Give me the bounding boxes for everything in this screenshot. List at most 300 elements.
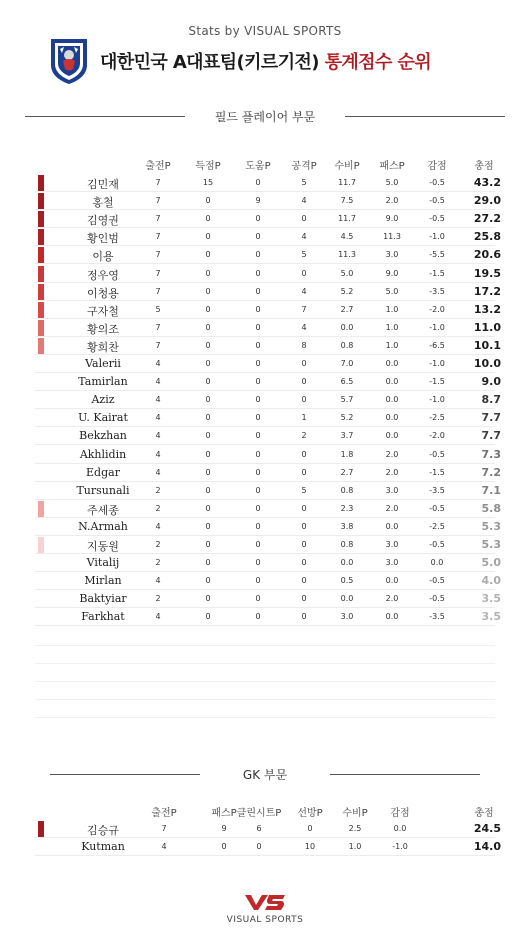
empty-row-divider [35,645,495,646]
total-score: 10.0 [473,357,501,370]
divider-line [345,116,505,117]
stat-cell: 0 [255,594,261,604]
stat-cell: 0.0 [430,558,444,568]
total-score: 20.6 [473,248,501,262]
stat-cell: 2.7 [340,467,354,477]
stat-cell: 0 [205,503,211,513]
total-score: 11.0 [473,320,501,334]
stat-cell: 0 [255,178,261,187]
stat-cell: -2.0 [429,431,445,441]
stat-cell: 4.5 [340,232,354,242]
stat-cell: 9.0 [385,214,399,224]
column-header: 출전P [145,161,171,172]
stat-cell: -1.5 [429,268,445,278]
table-row [0,572,530,590]
player-name: 이용 [92,250,114,264]
score-bar [38,193,44,209]
stat-cell: 0 [255,268,261,278]
stat-cell: 7 [301,304,307,314]
player-name: Vitalij [86,556,120,570]
player-name: 김영권 [87,214,119,228]
stat-cell: 7 [155,268,161,278]
stat-cell: 0 [301,503,307,513]
row-divider [35,855,495,856]
column-header: 공격P [291,161,317,172]
total-score: 14.0 [473,840,501,853]
stat-cell: 11.3 [383,232,401,242]
stat-cell: 1.0 [385,340,399,350]
column-header: 출전P [151,808,177,819]
stat-cell: 0 [256,842,262,851]
stat-cell: 0.0 [340,322,354,332]
stat-cell: 0 [255,485,261,495]
stat-cell: 0.0 [385,576,399,586]
stat-cell: 8 [301,340,307,350]
stat-cell: 4 [155,467,161,477]
total-score: 17.2 [473,284,501,298]
stat-cell: 4 [301,286,307,296]
stat-cell: -0.5 [429,196,445,206]
stat-cell: 0 [205,268,211,278]
score-bar [38,229,44,245]
stat-cell: 0 [205,322,211,332]
stat-cell: 0 [255,359,261,368]
stat-cell: 0 [301,214,307,224]
column-header: 수비P [334,161,360,172]
score-bar [38,211,44,227]
stat-cell: -1.0 [429,395,445,405]
stat-cell: -1.5 [429,467,445,477]
player-name: Mirlan [84,574,122,588]
stat-cell: 2 [301,431,307,441]
stat-cell: -6.5 [429,340,445,350]
table-row [0,409,530,427]
table-row [0,590,530,608]
stat-cell: 0.5 [340,576,354,586]
stat-cell: 5 [155,304,161,314]
table-row [0,820,530,838]
footer-brand: VISUAL SPORTS [226,915,304,925]
stat-cell: 0 [221,842,227,851]
total-score: 4.0 [481,574,501,588]
stat-cell: 7 [155,340,161,350]
stat-cell: 4 [155,359,161,368]
stat-cell: 3.0 [385,558,399,568]
stat-cell: 0 [255,304,261,314]
stat-cell: 0 [307,824,313,833]
stat-cell: 0 [205,413,211,423]
player-name: Farkhat [81,610,125,624]
stat-cell: 0 [205,467,211,477]
stat-cell: 1.0 [385,322,399,332]
column-header: 득점P [195,161,221,172]
stat-cell: 0.8 [340,540,354,549]
player-name: Baktyiar [79,592,127,606]
stat-cell: 2.0 [385,467,399,477]
field-section-header [0,108,530,128]
stat-cell: 4 [155,377,161,387]
column-header: 총점 [474,808,494,819]
stat-cell: 0 [205,485,211,495]
empty-row-divider [35,717,495,718]
stat-cell: 4 [155,612,161,622]
score-bar [38,266,44,282]
total-score: 5.8 [481,501,501,515]
stat-cell: 0 [255,340,261,350]
stat-cell: 3.0 [385,250,399,260]
stat-cell: 0 [301,521,307,531]
total-score: 7.1 [481,483,501,497]
stat-cell: 0 [205,232,211,242]
stat-cell: 0.0 [385,612,399,622]
stat-cell: 0 [301,359,307,368]
stat-cell: 2.3 [340,503,354,513]
visual-sports-logo-icon [243,893,287,911]
page-title [100,48,500,74]
stat-cell: 0 [205,576,211,586]
stat-cell: 0 [205,377,211,387]
stat-cell: 9 [255,196,261,206]
column-header: 수비P [342,808,368,819]
stat-cell: 4 [301,232,307,242]
player-name: 정우영 [87,268,119,282]
total-score: 8.7 [481,393,501,407]
stat-cell: -1.5 [429,377,445,387]
stat-cell: 2.7 [340,304,354,314]
stat-cell: 9 [221,824,227,833]
stat-cell: 0 [255,214,261,224]
player-name: 구자철 [87,304,119,318]
stat-cell: -3.5 [429,485,445,495]
stat-cell: 4 [155,413,161,423]
stat-cell: 0 [255,540,261,549]
stat-cell: 0.0 [340,594,354,604]
stat-cell: 0 [255,322,261,332]
stat-cell: -1.0 [429,232,445,242]
stat-cell: 0 [255,467,261,477]
column-header: 감점 [390,808,410,819]
table-row [0,518,530,536]
player-name: 황인범 [87,232,119,246]
stat-cell: 2.0 [385,196,399,206]
table-row [0,283,530,301]
stat-cell: 0 [255,413,261,423]
stat-cell: 3.0 [385,485,399,495]
total-score: 9.0 [481,375,501,389]
stat-cell: 0 [255,449,261,459]
stat-cell: 0 [301,268,307,278]
player-name: 김민재 [87,178,119,191]
stat-cell: 0 [255,521,261,531]
gk-section-label: GK 부문 [242,768,288,782]
table-row [0,246,530,264]
empty-row-divider [35,663,495,664]
stat-cell: 0 [255,576,261,586]
table-row [0,608,530,626]
stat-cell: 5 [301,485,307,495]
stat-cell: 7 [155,286,161,296]
player-name: 홍철 [92,196,114,210]
total-score: 3.5 [481,610,501,624]
total-score: 3.5 [481,592,501,606]
row-divider [35,625,495,626]
stat-cell: 4 [301,196,307,206]
stat-cell: 2.0 [385,449,399,459]
total-score: 7.3 [481,447,501,461]
stat-cell: -0.5 [429,214,445,224]
stat-cell: 10 [304,842,316,851]
total-score: 10.1 [473,338,501,352]
stat-cell: -1.0 [429,359,445,368]
stat-cell: 0.8 [340,340,354,350]
total-score: 5.3 [481,519,501,533]
stat-cell: 0 [255,558,261,568]
score-bar [38,821,44,837]
stat-cell: 0.0 [385,431,399,441]
page-title-main: 대한민국 A대표팀(키르기전) [100,52,319,73]
column-header: 패스P [379,161,405,172]
stat-cell: 7 [155,178,161,187]
divider-line [25,116,185,117]
player-name: Akhlidin [79,447,127,461]
stat-cell: -2.5 [429,413,445,423]
stat-cell: 0 [301,449,307,459]
stat-cell: 5.0 [385,286,399,296]
stat-cell: 1.8 [340,449,354,459]
header-subtitle: Stats by VISUAL SPORTS [188,24,342,38]
stat-cell: 1.0 [385,304,399,314]
stat-cell: 0.0 [385,395,399,405]
score-bar [38,302,44,318]
score-bar [38,284,44,300]
divider-line [50,774,200,775]
table-row [0,319,530,337]
player-name: U. Kairat [78,411,128,425]
stat-cell: 0 [205,612,211,622]
empty-row-divider [35,681,495,682]
stat-cell: 0.0 [385,521,399,531]
table-row [0,391,530,409]
table-row [0,174,530,192]
stat-cell: 0 [205,359,211,368]
total-score: 13.2 [473,302,501,316]
total-score: 43.2 [473,176,501,189]
table-row [0,210,530,228]
stat-cell: 2.5 [348,824,362,833]
total-score: 24.5 [473,822,501,835]
stat-cell: 3.0 [385,540,399,549]
stat-cell: 0 [205,558,211,568]
total-score: 27.2 [473,212,501,226]
total-score: 29.0 [473,194,501,208]
player-name: 이청용 [87,286,119,300]
column-header: 도움P [245,161,271,172]
table-row [0,838,530,856]
stat-cell: 0 [205,340,211,350]
stat-cell: 0 [205,250,211,260]
stat-cell: -3.5 [429,286,445,296]
stat-cell: -5.5 [429,250,445,260]
stat-cell: 0 [255,232,261,242]
table-row [0,192,530,210]
gk-section-header [0,766,530,786]
total-score: 7.7 [481,429,501,443]
stat-cell: 7 [155,232,161,242]
stat-cell: -0.5 [429,503,445,513]
column-header: 총점 [474,161,494,172]
total-score: 19.5 [473,266,501,280]
stat-cell: 0 [255,377,261,387]
stat-cell: -1.0 [429,322,445,332]
stat-cell: 0 [301,377,307,387]
stat-cell: 7 [161,824,167,833]
field-section-label: 필드 플레이어 부문 [214,110,316,124]
stat-cell: 5.0 [385,178,399,187]
stat-cell: 0.0 [385,359,399,368]
stat-cell: 0 [205,286,211,296]
stat-cell: 4 [301,322,307,332]
stat-cell: 4 [155,576,161,586]
total-score: 25.8 [473,230,501,244]
stat-cell: 5.0 [340,268,354,278]
stat-cell: 0 [301,558,307,568]
stat-cell: 0 [255,431,261,441]
score-bar [38,175,44,191]
stat-cell: 2.0 [385,594,399,604]
player-name: Bekzhan [79,429,127,443]
stat-cell: 6 [256,824,262,833]
stat-cell: 3.7 [340,431,354,441]
table-row [0,554,530,572]
stat-cell: 0 [255,250,261,260]
stat-cell: 2.0 [385,503,399,513]
stat-cell: 4 [155,449,161,459]
stat-cell: 0 [205,214,211,224]
stat-cell: 0.0 [385,413,399,423]
stat-cell: 0 [301,540,307,549]
total-score: 7.2 [481,465,501,479]
stat-cell: 7.0 [340,359,354,368]
stat-cell: 6.5 [340,377,354,387]
stat-cell: 0 [205,449,211,459]
stat-cell: -0.5 [429,178,445,187]
table-row [0,500,530,518]
stat-cell: 0 [301,594,307,604]
stat-cell: 0 [205,594,211,604]
score-bar [38,338,44,354]
table-row [0,337,530,355]
total-score: 5.0 [481,556,501,570]
stat-cell: 4 [155,395,161,405]
stat-cell: 7 [155,196,161,206]
player-name: Valerii [85,357,121,370]
score-bar [38,537,44,553]
table-row [0,301,530,319]
stat-cell: 0 [205,304,211,314]
column-header: 클린시트P [236,808,282,819]
table-row [0,355,530,373]
player-name: Tursunali [76,483,130,497]
total-score: 5.3 [481,538,501,551]
stat-cell: 5.7 [340,395,354,405]
stat-cell: 7 [155,322,161,332]
column-header: 감점 [427,161,447,172]
stat-cell: 0 [301,467,307,477]
stat-cell: 4 [161,842,167,851]
stat-cell: 2 [155,485,161,495]
stat-cell: 2 [155,558,161,568]
player-name: Tamirlan [78,375,128,389]
stat-cell: 5 [301,250,307,260]
table-row [0,228,530,246]
stat-cell: 3.0 [340,612,354,622]
stat-cell: 2 [155,503,161,513]
stat-cell: 11.3 [338,250,356,260]
stat-cell: 1.0 [348,842,362,851]
kfa-emblem-icon [48,35,90,85]
player-name: 김승규 [87,824,119,837]
total-score: 7.7 [481,411,501,425]
stat-cell: 2 [155,594,161,604]
stat-cell: -1.0 [392,842,408,851]
player-name: Edgar [86,465,120,479]
divider-line [330,774,480,775]
stat-cell: 7 [155,214,161,224]
stat-cell: 11.7 [338,178,356,187]
stat-cell: 0 [255,503,261,513]
stat-cell: 5.2 [340,286,354,296]
table-row [0,536,530,554]
stat-cell: 0 [301,576,307,586]
stat-cell: 0 [255,612,261,622]
column-header: 패스P [211,808,237,819]
score-bar [38,501,44,517]
stat-cell: 0 [205,196,211,206]
stat-cell: -0.5 [429,594,445,604]
stat-cell: 1 [301,413,307,423]
table-row [0,427,530,445]
stat-cell: 0.8 [340,485,354,495]
stat-cell: 4 [155,521,161,531]
stat-cell: 0 [255,286,261,296]
table-row [0,464,530,482]
stat-cell: 7.5 [340,196,354,206]
player-name: 지동원 [87,540,119,553]
table-row [0,373,530,391]
column-header: 선방P [297,808,323,819]
stat-cell: 0 [205,395,211,405]
stat-cell: 0.0 [340,558,354,568]
player-name: 주세종 [87,503,119,517]
stat-cell: 2 [155,540,161,549]
player-name: N.Armah [78,519,128,533]
empty-row-divider [35,699,495,700]
stat-cell: -2.5 [429,521,445,531]
table-row [0,446,530,464]
stat-cell: -0.5 [429,540,445,549]
stat-cell: -0.5 [429,449,445,459]
stat-cell: 9.0 [385,268,399,278]
stat-cell: 0.0 [393,824,407,833]
player-name: Kutman [81,840,125,853]
stat-cell: 0 [205,431,211,441]
stat-cell: 5 [301,178,307,187]
stat-cell: 0 [301,395,307,405]
table-row [0,265,530,283]
stat-cell: 0.0 [385,377,399,387]
score-bar [38,320,44,336]
score-bar [38,247,44,263]
